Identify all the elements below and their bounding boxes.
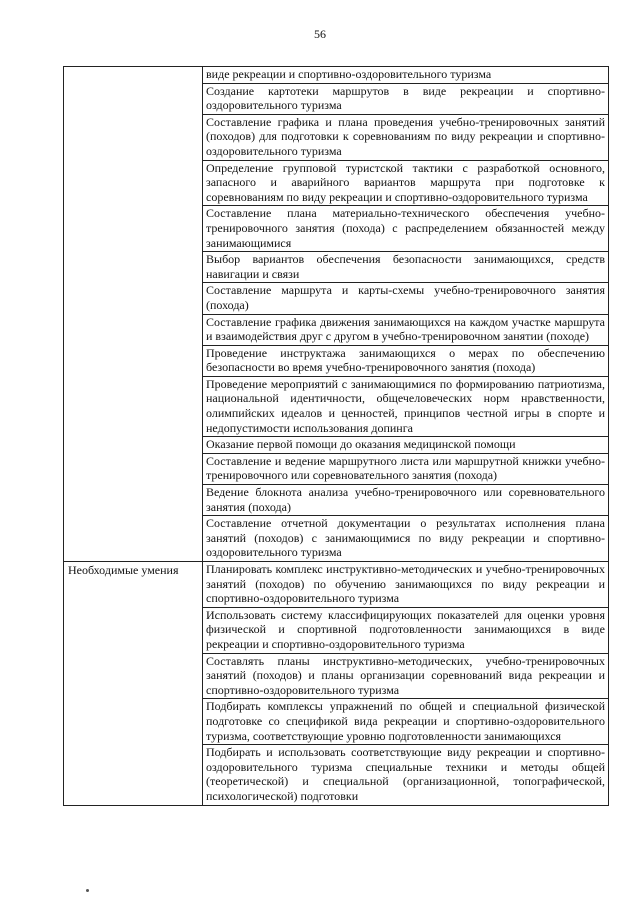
list-item: Составление графика и плана проведения учебно-тренировочных занятий (походов) для подготовки к соревнованиям по виду рекреации и спортивно-оздоровительного туризма xyxy=(203,114,608,160)
row-label xyxy=(64,67,203,562)
list-item: Проведение инструктажа занимающихся о мерах по обеспечению безопасности во время учебно-тренировочного занятия (похода) xyxy=(203,345,608,376)
table-row xyxy=(64,67,609,562)
scan-dot xyxy=(86,889,89,892)
list-item: Оказание первой помощи до оказания медицинской помощи xyxy=(203,436,608,453)
list-item: Составление графика движения занимающихся на каждом участке маршрута и взаимодействия друг с другом в учебно-тренировочном занятии (походе) xyxy=(203,314,608,345)
list-item: Ведение блокнота анализа учебно-тренировочного или соревновательного занятия (похода) xyxy=(203,484,608,515)
list-item: Создание картотеки маршрутов в виде рекреации и спортивно-оздоровительного туризма xyxy=(203,83,608,114)
table-row xyxy=(64,562,609,806)
row-label: Необходимые умения xyxy=(64,562,203,806)
list-item: Составление маршрута и карты-схемы учебно-тренировочного занятия (похода) xyxy=(203,282,608,313)
list-item: Определение групповой туристской тактики с разработкой основного, запасного и аварийного вариантов маршрута при подготовке к соревнованиям по виду рекреации и спортивно-оздоровительного туризма xyxy=(203,160,608,206)
list-item: Подбирать и использовать соответствующие виду рекреации и спортивно-оздоровительного туризма специальные техники и методы общей (теоретической) и специальной (организационной, топографической, психологической) подготовки xyxy=(203,744,608,804)
items-cell xyxy=(203,562,609,806)
list-item: Подбирать комплексы упражнений по общей и специальной физической подготовке со спецификой вида рекреации и спортивно-оздоровительного туризма, соответствующие уровню подготовленности занимающихся xyxy=(203,698,608,744)
list-item: Выбор вариантов обеспечения безопасности занимающихся, средств навигации и связи xyxy=(203,251,608,282)
list-item: Составление плана материально-технического обеспечения учебно-тренировочного занятия (похода) с распределением обязанностей между занимающимися xyxy=(203,205,608,251)
items-cell xyxy=(203,67,609,562)
page-number: 56 xyxy=(314,27,326,41)
list-item: Планировать комплекс инструктивно-методических и учебно-тренировочных занятий (походов) по обучению занимающихся по виду рекреации и спортивно-оздоровительного туризма xyxy=(206,562,605,606)
list-item: Составление отчетной документации о результатах исполнения плана занятий (походов) с занимающимися по виду рекреации и спортивно-оздоровительного туризма xyxy=(203,515,608,561)
list-item: Составлять планы инструктивно-методических, учебно-тренировочных занятий (походов) и планы организации соревнований вида рекреации и спортивно-оздоровительного туризма xyxy=(203,653,608,699)
list-item: Составление и ведение маршрутного листа или маршрутной книжки учебно-тренировочного или соревновательного занятия (похода) xyxy=(203,453,608,484)
list-item: Использовать систему классифицирующих показателей для оценки уровня физической и спортивной подготовленности занимающихся в виде рекреации и спортивно-оздоровительного туризма xyxy=(203,607,608,653)
content-table xyxy=(63,66,609,806)
list-item: Проведение мероприятий с занимающимися по формированию патриотизма, национальной идентичности, общечеловеческих норм нравственности, олимпийских идеалов и ценностей, принципов честной игры в спорте и недопустимости использования допинга xyxy=(203,376,608,436)
list-item: виде рекреации и спортивно-оздоровительного туризма xyxy=(206,67,492,81)
